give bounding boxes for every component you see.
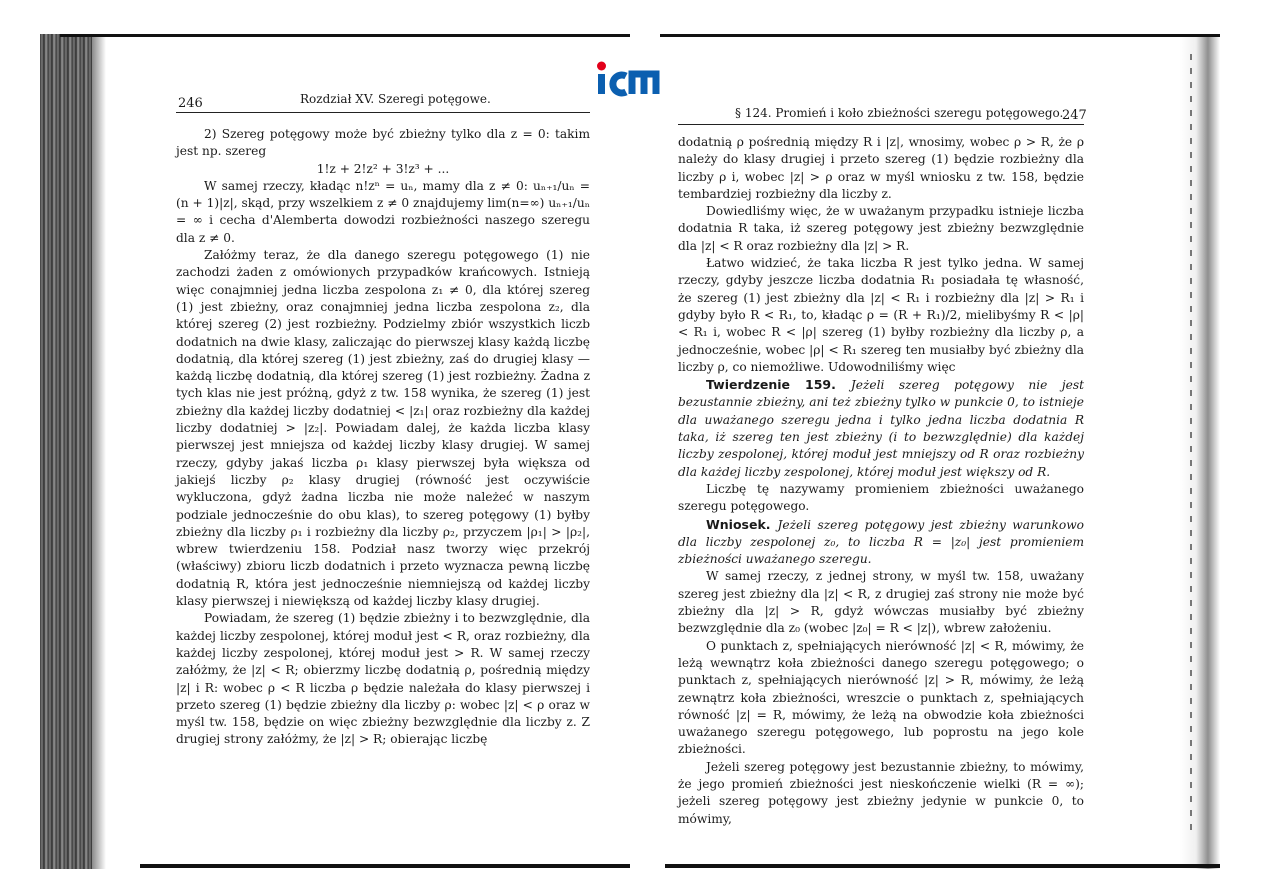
paragraph: Powiadam, że szereg (1) będzie zbieżny i to bezwzględnie, dla każdej liczby zespolonej, której moduł jest < R, oraz rozbieżny, dla każdej liczby zespolonej, której moduł jest > R. W samej rzeczy załóżmy, że |z| < R; obierzmy liczbę dodatnią ρ, pośrednią między |z| i R: wobec ρ < R liczba ρ będzie należała do klasy pierwszej i przeto szereg (1) będzie zbieżny dla liczby ρ: wobec |z| < ρ oraz w myśl tw. 158, będzie on więc zbieżny bezwzględnie dla liczby z. Z drugiej strony załóżmy, że |z| > R; obierając liczbę — [176, 611, 590, 747]
scan-top-edge — [60, 34, 630, 37]
scan-bottom-edge — [140, 864, 630, 868]
book-binding-shadow — [40, 34, 92, 869]
paragraph: Liczbę tę nazywamy promieniem zbieżności uważanego szeregu potęgowego. — [678, 481, 1084, 514]
header-rule — [176, 112, 590, 113]
scan-bottom-edge — [665, 864, 1220, 868]
page-edge-shadow — [1180, 34, 1220, 869]
paragraph: 2) Szereg potęgowy może być zbieżny tylko dla z = 0: takim jest np. szereg — [176, 127, 590, 159]
paragraph — [678, 516, 1084, 569]
paragraph: Łatwo widzieć, że taka liczba R jest tylko jedna. W samej rzeczy, gdyby jeszcze liczba dodatnia R₁ posiadała tę własność, że szereg (1) jest zbieżny dla |z| < R₁ i rozbieżny dla |z| > R₁ i gdyby było R < R₁, to, kładąc ρ = (R + R₁)/2, mielibyśmy R < |ρ| < R₁ i, wobec R < |ρ| szereg (1) byłby rozbieżny dla liczby ρ, a jednocześnie, wobec |ρ| < R₁ szereg ten musiałby być zbieżny dla liczby ρ, co niemożliwe. Udowodniliśmy więc — [678, 256, 1084, 374]
paragraph: 1!z + 2!z² + 3!z³ + ... — [316, 161, 450, 176]
paragraph: W samej rzeczy, kładąc n!zⁿ = uₙ, mamy dla z ≠ 0: uₙ₊₁/uₙ = (n + 1)|z|, skąd, przy wszelkiem z ≠ 0 znajdujemy lim(n=∞) uₙ₊₁/uₙ = ∞ i cecha d'Alemberta dowodzi rozbieżności naszego szeregu dla z ≠ 0. — [176, 178, 590, 245]
running-head: Rozdział XV. Szeregi potęgowe. — [300, 92, 491, 106]
theorem-label: Wniosek. — [706, 516, 778, 532]
paragraph: W samej rzeczy, z jednej strony, w myśl tw. 158, uważany szereg jest zbieżny dla |z| < R, z drugiej zaś strony nie może być zbieżny dla |z| > R, gdyż wówczas musiałby być zbieżny bezwzględnie dla z₀ (wobec |z₀| = R < |z|), wbrew założeniu. — [678, 569, 1084, 636]
page-number: 247 — [1062, 108, 1087, 123]
paragraph: dodatnią ρ pośrednią między R i |z|, wnosimy, wobec ρ > R, że ρ należy do klasy drugiej i przeto szereg (1) będzie rozbieżny dla liczby ρ i, wobec |z| > ρ oraz w myśl wniosku z tw. 158, będzie tembardziej rozbieżny dla liczby z. — [678, 135, 1084, 201]
theorem-text: Jeżeli szereg potęgowy nie jest bezustannie zbieżny, ani też zbieżny tylko w punkcie 0, to istnieje dla uważanego szeregu jedna i tylko jedna liczba dodatnia R taka, iż szereg ten jest zbieżny (i to bezwzględnie) dla każdej liczby zespolonej, której moduł jest mniejszy od R oraz rozbieżny dla każdej liczby zespolonej, której moduł jest większy od R. — [678, 378, 1084, 479]
theorem-label: Twierdzenie 159. — [706, 377, 851, 393]
body-text — [176, 126, 590, 816]
theorem-text: Jeżeli szereg potęgowy jest zbieżny warunkowo dla liczby zespolonej z₀, to liczba R = |z₀| jest promieniem zbieżności uważanego szeregu. — [678, 517, 1084, 567]
scan-top-edge — [660, 34, 1220, 37]
icm-logo — [596, 58, 664, 98]
paragraph: Jeżeli szereg potęgowy jest bezustannie zbieżny, to mówimy, że jego promień zbieżności jest nieskończenie wielki (R = ∞); jeżeli szereg potęgowy jest zbieżny jedynie w punkcie 0, to mówimy, — [678, 759, 1084, 826]
paragraph: Dowiedliśmy więc, że w uważanym przypadku istnieje liczba dodatnia R taka, iż szereg potęgowy jest zbieżny bezwzględnie dla |z| < R oraz rozbieżny dla |z| > R. — [678, 204, 1084, 253]
body-text — [678, 134, 1084, 824]
header-rule — [678, 124, 1084, 125]
running-head: § 124. Promień i koło zbieżności szeregu potęgowego. — [735, 106, 1064, 120]
paragraph — [678, 376, 1084, 481]
paragraph: O punktach z, spełniających nierówność |z| < R, mówimy, że leżą wewnątrz koła zbieżności danego szeregu potęgowego; o punktach z, spełniających nierówność |z| > R, mówimy, że leżą zewnątrz koła zbieżności, wreszcie o punktach z, spełniających równość |z| = R, mówimy, że leżą na obwodzie koła zbieżności uważanego szeregu potęgowego, lub poprostu na jego kole zbieżności. — [678, 638, 1084, 757]
page-number: 246 — [178, 96, 203, 111]
paragraph: Załóżmy teraz, że dla danego szeregu potęgowego (1) nie zachodzi żaden z omówionych przypadków krańcowych. Istnieją więc conajmniej jedna liczba zespolona z₁ ≠ 0, dla której szereg (1) jest zbieżny, oraz conajmniej jedna liczba zespolona z₂, dla której szereg (2) jest rozbieżny. Podzielmy zbiór wszystkich liczb dodatnich na dwie klasy, zaliczając do pierwszej klasy każdą liczbę dodatnią, dla której szereg (1) jest zbieżny, zaś do drugiej klasy — każdą liczbę dodatnią, dla której szereg (1) jest rozbieżny. Żadna z tych klas nie jest próżną, gdyż z tw. 158 wynika, że szereg (1) jest zbieżny dla każdej liczby dodatniej < |z₁| oraz rozbieżny dla każdej liczby dodatniej > |z₂|. Powiadam dalej, że każda liczba klasy pierwszej jest mniejsza od każdej liczby klasy drugiej. W samej rzeczy, gdyby jakaś liczba ρ₁ klasy pierwszej była większa od jakiejś liczby ρ₂ klasy drugiej (równość jest oczywiście wykluczona, gdyż żadna liczba nie może należeć w naszym podziale jednocześnie do obu klas), to szereg potęgowy (1) byłby zbieżny dla liczby ρ₁ i rozbieżny dla liczby ρ₂, przyczem |ρ₁| > |ρ₂|, wbrew twierdzeniu 158. Podział nasz tworzy więc przekrój (właściwy) zbioru liczb dodatnich i przeto wyznacza pewną liczbę dodatnią R, która jest jednocześnie niemniejszą od każdej liczby klasy pierwszej i niewiększą od każdej liczby klasy drugiej. — [176, 248, 590, 609]
